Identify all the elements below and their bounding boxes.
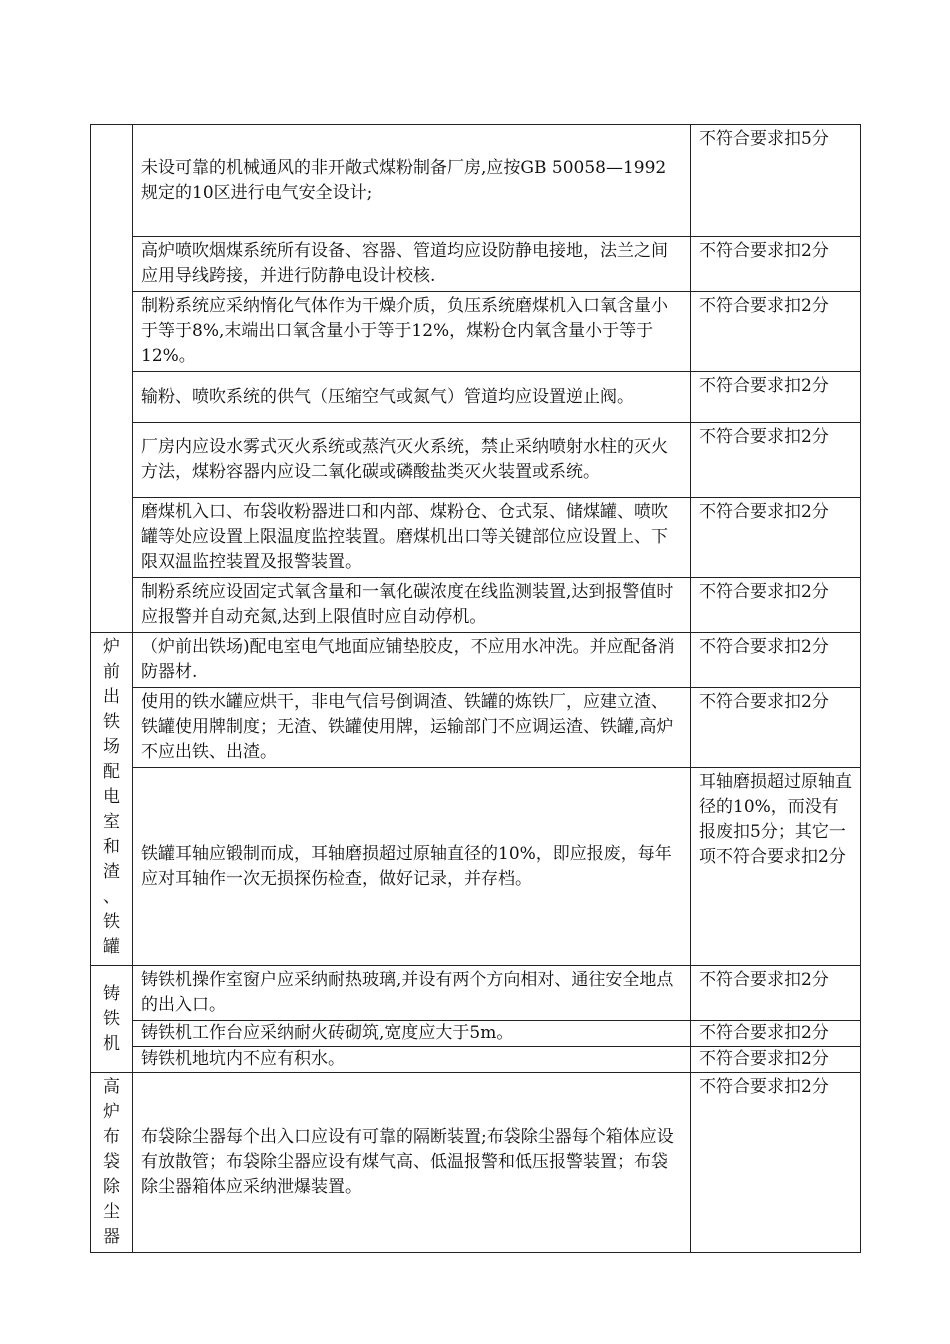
score-cell: 不符合要求扣2分 — [691, 372, 861, 423]
requirement-cell: 输粉、喷吹系统的供气（压缩空气或氮气）管道均应设置逆止阀。 — [133, 372, 691, 423]
table-row — [91, 768, 861, 966]
table-row — [91, 578, 861, 633]
requirement-cell: 制粉系统应采纳惰化气体作为干燥介质，负压系统磨煤机入口氧含量小于等于8%,末端出口氧含量小于等于12%，煤粉仓内氧含量小于等于12%。 — [133, 292, 691, 372]
score-cell: 不符合要求扣2分 — [691, 578, 861, 633]
category-cell-empty — [91, 125, 133, 633]
category-char: 铁 — [103, 912, 120, 932]
requirement-cell: 铸铁机工作台应采纳耐火砖砌筑,宽度应大于5m。 — [133, 1021, 691, 1047]
table-row — [91, 1021, 861, 1047]
category-char: 布 — [103, 1127, 120, 1147]
requirement-cell: 铸铁机地坑内不应有积水。 — [133, 1047, 691, 1073]
safety-check-table — [90, 124, 861, 1253]
category-char: 、 — [103, 887, 120, 907]
category-char: 前 — [103, 662, 120, 682]
table-row — [91, 1073, 861, 1253]
score-cell: 不符合要求扣2分 — [691, 237, 861, 292]
category-char: 机 — [103, 1033, 120, 1054]
category-char: 袋 — [103, 1152, 120, 1172]
score-cell: 不符合要求扣2分 — [691, 633, 861, 688]
category-char: 渣 — [103, 862, 120, 882]
table-row — [91, 237, 861, 292]
category-char: 罐 — [103, 937, 120, 957]
category-cell-furnace-front — [91, 633, 133, 966]
table-row — [91, 423, 861, 498]
score-cell: 不符合要求扣2分 — [691, 688, 861, 768]
category-char: 炉 — [103, 1102, 120, 1122]
table-row — [91, 125, 861, 237]
table-row — [91, 688, 861, 768]
category-char: 除 — [103, 1177, 120, 1197]
score-cell: 耳轴磨损超过原轴直径的10%，而没有报废扣5分；其它一项不符合要求扣2分 — [691, 768, 861, 966]
category-char: 高 — [103, 1077, 120, 1097]
score-cell: 不符合要求扣2分 — [691, 1021, 861, 1047]
score-cell: 不符合要求扣2分 — [691, 292, 861, 372]
score-cell: 不符合要求扣2分 — [691, 423, 861, 498]
table-row — [91, 498, 861, 578]
category-char: 器 — [103, 1227, 120, 1247]
requirement-cell: 使用的铁水罐应烘干，非电气信号倒调渣、铁罐的炼铁厂，应建立渣、铁罐使用牌制度；无渣、铁罐使用牌，运输部门不应调运渣、铁罐,高炉不应出铁、出渣。 — [133, 688, 691, 768]
score-cell: 不符合要求扣2分 — [691, 498, 861, 578]
table-row — [91, 372, 861, 423]
category-char: 铁 — [103, 712, 120, 732]
requirement-cell: 铸铁机操作室窗户应采纳耐热玻璃,并设有两个方向相对、通往安全地点的出入口。 — [133, 966, 691, 1021]
requirement-cell: 高炉喷吹烟煤系统所有设备、容器、管道均应设防静电接地，法兰之间应用导线跨接，并进行防静电设计校核. — [133, 237, 691, 292]
category-char: 尘 — [103, 1202, 120, 1222]
requirement-cell: 制粉系统应设固定式氧含量和一氧化碳浓度在线监测装置,达到报警值时应报警并自动充氮,达到上限值时应自动停机。 — [133, 578, 691, 633]
requirement-cell: 磨煤机入口、布袋收粉器进口和内部、煤粉仓、仓式泵、储煤罐、喷吹罐等处应设置上限温度监控装置。磨煤机出口等关键部位应设置上、下限双温监控装置及报警装置。 — [133, 498, 691, 578]
category-char: 电 — [103, 787, 120, 807]
category-char: 铸 — [103, 983, 120, 1004]
table-row — [91, 1047, 861, 1073]
table-row — [91, 966, 861, 1021]
category-char: 炉 — [103, 637, 120, 657]
score-cell: 不符合要求扣5分 — [691, 125, 861, 237]
table-row — [91, 292, 861, 372]
category-cell-casting-machine — [91, 966, 133, 1073]
requirement-cell: 未设可靠的机械通风的非开敞式煤粉制备厂房,应按GB 50058—1992规定的10区进行电气安全设计; — [133, 125, 691, 237]
requirement-cell: 厂房内应设水雾式灭火系统或蒸汽灭火系统，禁止采纳喷射水柱的灭火方法，煤粉容器内应设二氧化碳或磷酸盐类灭火装置或系统。 — [133, 423, 691, 498]
score-cell: 不符合要求扣2分 — [691, 1073, 861, 1253]
table-row — [91, 633, 861, 688]
category-char: 场 — [103, 737, 120, 757]
category-char: 和 — [103, 837, 120, 857]
requirement-cell: （炉前出铁场)配电室电气地面应铺垫胶皮，不应用水冲洗。并应配备消防器材. — [133, 633, 691, 688]
category-char: 室 — [103, 812, 120, 832]
requirement-cell: 布袋除尘器每个出入口应设有可靠的隔断装置;布袋除尘器每个箱体应设有放散管；布袋除尘器应设有煤气高、低温报警和低压报警装置；布袋除尘器箱体应采纳泄爆装置。 — [133, 1073, 691, 1253]
category-cell-bag-filter — [91, 1073, 133, 1253]
category-char: 铁 — [103, 1008, 120, 1029]
category-char: 出 — [103, 687, 120, 707]
score-cell: 不符合要求扣2分 — [691, 966, 861, 1021]
category-char: 配 — [103, 762, 120, 782]
score-cell: 不符合要求扣2分 — [691, 1047, 861, 1073]
requirement-cell: 铁罐耳轴应锻制而成，耳轴磨损超过原轴直径的10%，即应报废，每年应对耳轴作一次无损探伤检查，做好记录，并存档。 — [133, 768, 691, 966]
